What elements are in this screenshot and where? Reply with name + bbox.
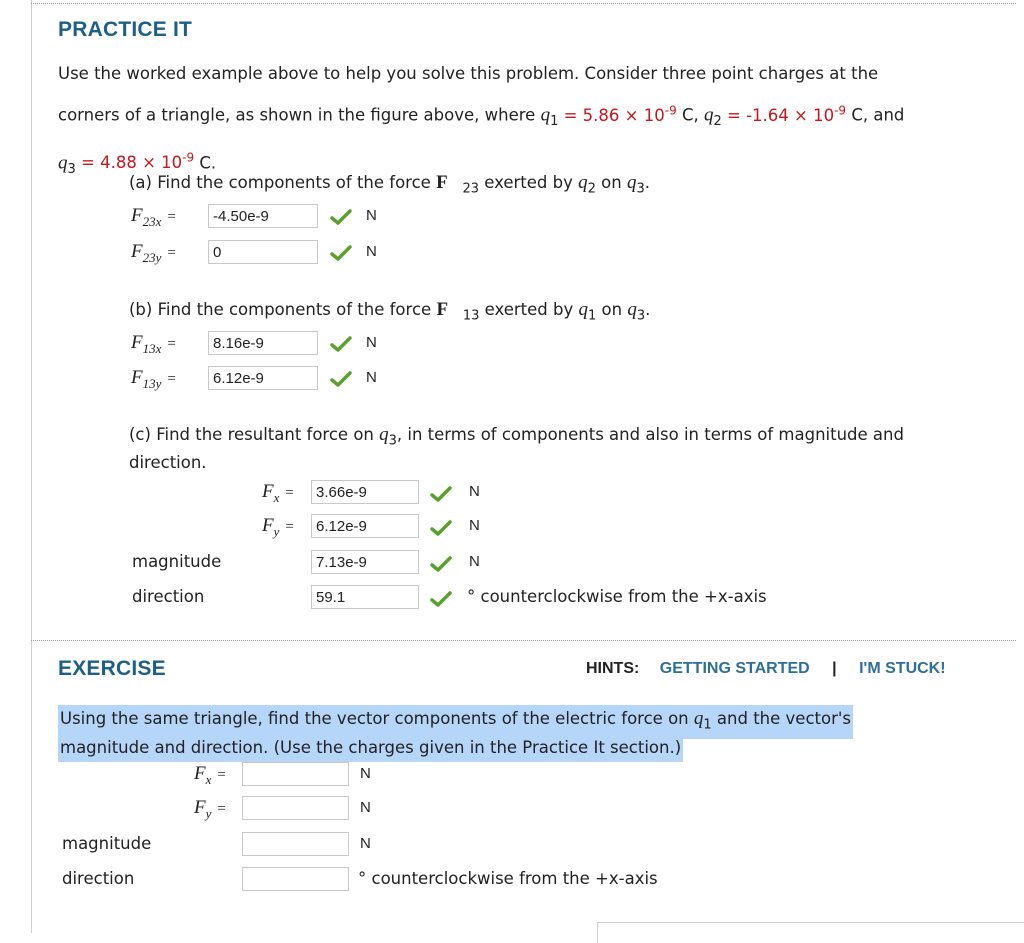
intro-line-3: $q_3 = 4.88 \times 10^{-9}$ C. bbox=[58, 150, 217, 177]
unit-label: N bbox=[469, 517, 480, 534]
top-divider bbox=[31, 3, 1016, 4]
left-border bbox=[31, 0, 32, 933]
im-stuck-link[interactable]: I'M STUCK! bbox=[859, 660, 946, 677]
check-icon bbox=[330, 335, 352, 353]
check-icon bbox=[430, 485, 452, 503]
check-icon bbox=[430, 519, 452, 537]
part-c-question-line-2: direction. bbox=[129, 453, 207, 472]
fx-input[interactable] bbox=[311, 480, 419, 504]
practice-heading: PRACTICE IT bbox=[58, 18, 193, 41]
magnitude-label: magnitude bbox=[132, 552, 222, 571]
f23y-label: $F_{23y}$ = bbox=[131, 241, 176, 265]
magnitude-input[interactable] bbox=[311, 550, 419, 574]
exercise-magnitude-label: magnitude bbox=[62, 834, 152, 853]
check-icon bbox=[330, 370, 352, 388]
f13y-label: $F_{13y}$ = bbox=[131, 367, 176, 391]
direction-input[interactable] bbox=[311, 585, 419, 609]
unit-label: N bbox=[360, 799, 371, 816]
unit-label: N bbox=[360, 765, 371, 782]
f13x-label: $F_{13x}$ = bbox=[131, 332, 176, 356]
exercise-fy-input[interactable] bbox=[242, 796, 349, 820]
unit-label: N bbox=[366, 334, 377, 351]
getting-started-link[interactable]: GETTING STARTED bbox=[659, 660, 810, 677]
unit-label: N bbox=[360, 835, 371, 852]
exercise-direction-input[interactable] bbox=[242, 867, 349, 891]
check-icon bbox=[330, 208, 352, 226]
part-b-question: (b) Find the components of the force $F⃗_{13}$ exerted by $q_1$ on $q_3$. bbox=[129, 299, 651, 324]
direction-unit: ° counterclockwise from the +x-axis bbox=[467, 587, 767, 606]
fy-label: $F_y$ = bbox=[262, 515, 294, 539]
exercise-magnitude-input[interactable] bbox=[242, 832, 349, 856]
exercise-question-line-2: magnitude and direction. (Use the charges given in the Practice It section.) bbox=[58, 734, 683, 762]
hints-label: HINTS: bbox=[586, 660, 640, 677]
check-icon bbox=[430, 555, 452, 573]
fx-label: $F_x$ = bbox=[262, 481, 294, 505]
f23y-input[interactable] bbox=[208, 240, 318, 264]
direction-label: direction bbox=[132, 587, 205, 606]
unit-label: N bbox=[366, 369, 377, 386]
q3-value: = $4.88 \times 10^{-9}$ bbox=[81, 150, 195, 173]
f23x-input[interactable] bbox=[208, 204, 318, 228]
unit-label: N bbox=[366, 207, 377, 224]
q2-value: = $-1.64 \times 10^{-9}$ bbox=[727, 103, 847, 125]
f23x-label: $F_{23x}$ = bbox=[131, 205, 176, 229]
practice-intro bbox=[58, 55, 998, 188]
exercise-direction-unit: ° counterclockwise from the +x-axis bbox=[358, 869, 658, 888]
hints-bar bbox=[586, 660, 946, 678]
exercise-fx-label: $F_x$ = bbox=[194, 763, 226, 787]
check-icon bbox=[430, 590, 452, 608]
fy-input[interactable] bbox=[311, 514, 419, 538]
check-icon bbox=[330, 244, 352, 262]
part-c-question-line-1: (c) Find the resultant force on $q_3$, in terms of components and also in terms of magnitude and bbox=[129, 424, 904, 449]
exercise-heading: EXERCISE bbox=[58, 657, 166, 680]
part-a-question: (a) Find the components of the force $F⃗_{23}$ exerted by $q_2$ on $q_3$. bbox=[129, 172, 651, 197]
intro-line-2: corners of a triangle, as shown in the figure above, where $q_1 = 5.86 \times 10^{-9}$ C, $q_2 = -1.64 \times 10^{-9}$ C, and bbox=[58, 103, 905, 129]
unit-label: N bbox=[469, 483, 480, 500]
q1-value: = $5.86 \times 10^{-9}$ bbox=[563, 103, 677, 125]
exercise-direction-label: direction bbox=[62, 869, 135, 888]
unit-label: N bbox=[366, 243, 377, 260]
exercise-fx-input[interactable] bbox=[242, 762, 349, 786]
unit-label: N bbox=[469, 553, 480, 570]
f13y-input[interactable] bbox=[208, 366, 318, 390]
hints-separator: | bbox=[832, 660, 837, 677]
exercise-question-line-1: Using the same triangle, find the vector components of the electric force on $q_1$ and the vector's bbox=[58, 705, 853, 739]
intro-line-1: Use the worked example above to help you solve this problem. Consider three point charges at the bbox=[58, 64, 879, 83]
section-divider bbox=[31, 640, 1016, 641]
f13x-input[interactable] bbox=[208, 331, 318, 355]
exercise-fy-label: $F_y$ = bbox=[194, 797, 226, 821]
